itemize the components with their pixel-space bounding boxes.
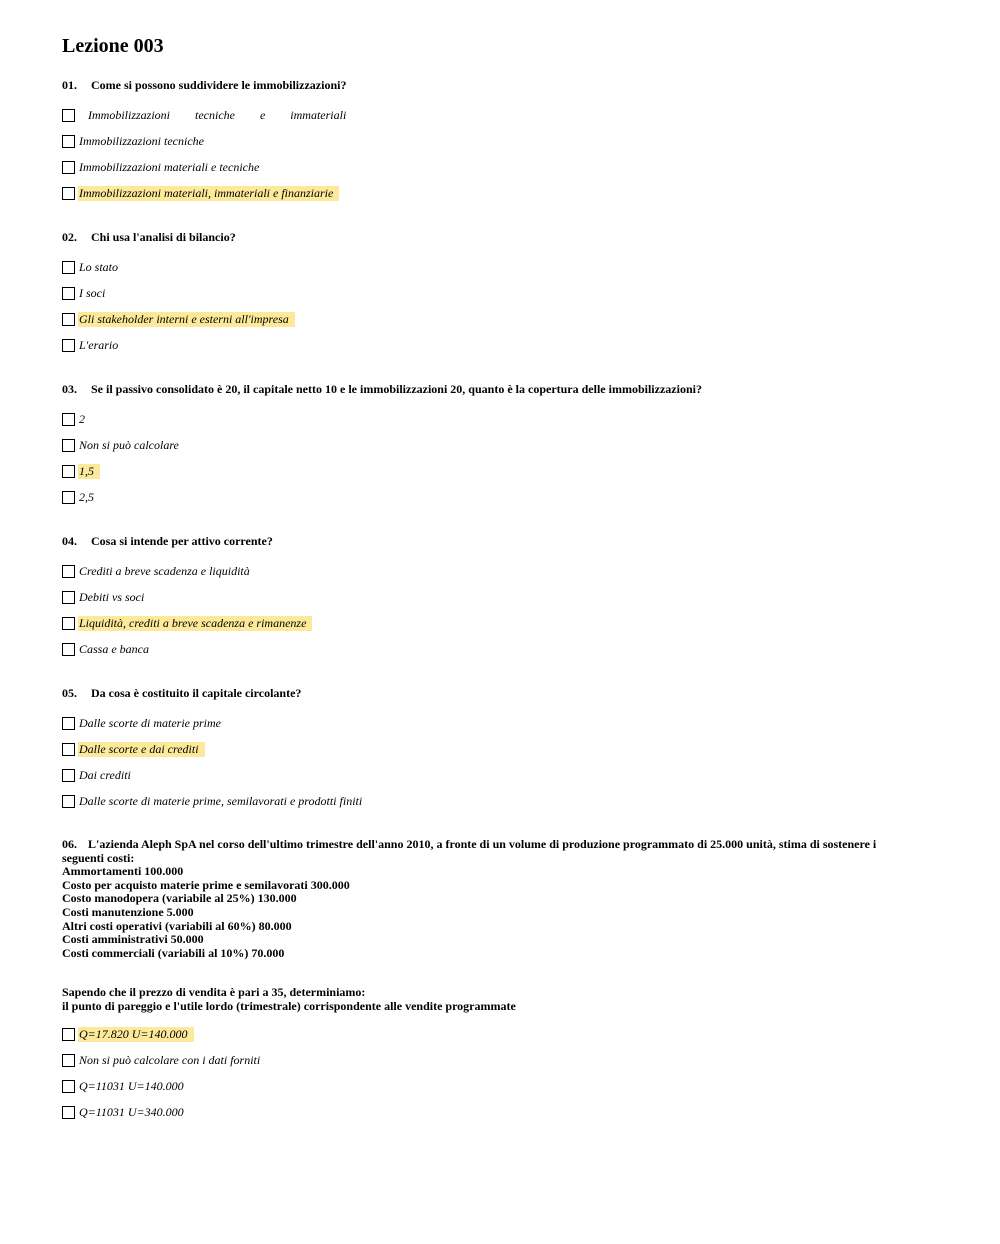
answer-checkbox[interactable] <box>62 717 75 730</box>
answer-option-correct[interactable] <box>62 458 942 484</box>
answer-label: Dalle scorte di materie prime <box>79 715 221 730</box>
answer-checkbox[interactable] <box>62 439 75 452</box>
answer-label-highlighted: Q=17.820 U=140.000 <box>78 1027 194 1042</box>
answer-option-correct[interactable] <box>62 610 942 636</box>
answer-checkbox[interactable] <box>62 1028 75 1041</box>
answer-option[interactable] <box>62 254 942 280</box>
cost-line: Altri costi operativi (variabili al 60%) 80.000 <box>62 918 292 933</box>
answer-label: Crediti a breve scadenza e liquidità <box>79 563 250 578</box>
answer-checkbox[interactable] <box>62 261 75 274</box>
question-06 <box>62 838 942 1126</box>
answer-checkbox[interactable] <box>62 109 75 122</box>
answer-label: Immobilizzazioni materiali e tecniche <box>79 159 260 174</box>
question-heading <box>62 382 942 396</box>
cost-line: Costo per acquisto materie prime e semilavorati 300.000 <box>62 877 350 892</box>
answer-label-highlighted: Dalle scorte e dai crediti <box>78 742 205 757</box>
answer-option[interactable] <box>62 102 942 128</box>
closing-line: il punto di pareggio e l'utile lordo (trimestrale) corrispondente alle vendite programmate <box>62 998 516 1013</box>
answer-option[interactable] <box>62 710 942 736</box>
spacer <box>62 1014 942 1022</box>
answer-checkbox[interactable] <box>62 413 75 426</box>
answer-option[interactable] <box>62 1074 942 1100</box>
answer-checkbox[interactable] <box>62 743 75 756</box>
answer-label: Debiti vs soci <box>79 589 145 604</box>
question-text: Cosa si intende per attivo corrente? <box>91 534 273 548</box>
question-heading <box>62 686 942 700</box>
question-04 <box>62 534 942 662</box>
answer-option-correct[interactable] <box>62 180 942 206</box>
answer-checkbox[interactable] <box>62 591 75 604</box>
answer-label-highlighted: Gli stakeholder interni e esterni all'impresa <box>78 312 295 327</box>
question-number: 05. <box>62 686 77 700</box>
answer-checkbox[interactable] <box>62 1054 75 1067</box>
answer-label: Lo stato <box>79 259 119 274</box>
answer-label: Immobilizzazioni tecniche e immateriali <box>88 107 347 122</box>
answer-label: L'erario <box>79 337 119 352</box>
answer-checkbox[interactable] <box>62 313 75 326</box>
answer-checkbox[interactable] <box>62 491 75 504</box>
question-number: 04. <box>62 534 77 548</box>
question-intro <box>62 838 942 852</box>
question-heading <box>62 230 942 244</box>
answer-label: Immobilizzazioni tecniche <box>79 133 204 148</box>
answer-option[interactable] <box>62 1100 942 1126</box>
answer-checkbox[interactable] <box>62 617 75 630</box>
answer-option[interactable] <box>62 636 942 662</box>
answer-label-highlighted: 1,5 <box>78 464 100 479</box>
cost-line: Costi manutenzione 5.000 <box>62 904 194 919</box>
answer-label: Dai crediti <box>79 767 131 782</box>
answer-option[interactable] <box>62 432 942 458</box>
answer-checkbox[interactable] <box>62 465 75 478</box>
cost-line: Costi commerciali (variabili al 10%) 70.000 <box>62 945 285 960</box>
answer-checkbox[interactable] <box>62 339 75 352</box>
answer-option-correct[interactable] <box>62 306 942 332</box>
answer-option[interactable] <box>62 558 942 584</box>
answer-checkbox[interactable] <box>62 795 75 808</box>
answer-checkbox[interactable] <box>62 187 75 200</box>
answer-option[interactable] <box>62 584 942 610</box>
answer-option[interactable] <box>62 788 942 814</box>
question-02 <box>62 230 942 358</box>
spacer <box>62 960 942 986</box>
closing-line: Sapendo che il prezzo di vendita è pari a 35, determiniamo: <box>62 985 366 1000</box>
question-number: 01. <box>62 78 77 92</box>
answer-label: Q=11031 U=340.000 <box>79 1105 184 1120</box>
question-01 <box>62 78 942 206</box>
answer-option[interactable] <box>62 154 942 180</box>
question-text: Come si possono suddividere le immobilizzazioni? <box>91 78 347 92</box>
answer-label: 2,5 <box>79 489 94 504</box>
answer-checkbox[interactable] <box>62 769 75 782</box>
answer-label: Non si può calcolare con i dati forniti <box>79 1053 261 1068</box>
answer-option-correct[interactable] <box>62 736 942 762</box>
question-text: Chi usa l'analisi di bilancio? <box>91 230 236 244</box>
answer-option[interactable] <box>62 332 942 358</box>
question-text: Da cosa è costituito il capitale circolante? <box>91 686 302 700</box>
cost-line: Costo manodopera (variabile al 25%) 130.000 <box>62 891 297 906</box>
answer-option-correct[interactable] <box>62 1022 942 1048</box>
answer-label: Non si può calcolare <box>79 437 179 452</box>
answer-option[interactable] <box>62 1048 942 1074</box>
question-intro-line: seguenti costi: <box>62 850 135 865</box>
answer-checkbox[interactable] <box>62 565 75 578</box>
answer-label: 2 <box>79 411 85 426</box>
document-page <box>62 34 942 1150</box>
page-title: Lezione 003 <box>62 35 164 57</box>
question-heading <box>62 78 942 92</box>
answer-checkbox[interactable] <box>62 643 75 656</box>
answer-label: Q=11031 U=140.000 <box>79 1079 184 1094</box>
answer-checkbox[interactable] <box>62 161 75 174</box>
question-03 <box>62 382 942 510</box>
question-number: 06. <box>62 837 77 851</box>
question-06-statement <box>62 838 942 1014</box>
answer-label: I soci <box>79 285 106 300</box>
answer-label: Dalle scorte di materie prime, semilavorati e prodotti finiti <box>79 793 363 808</box>
answer-checkbox[interactable] <box>62 1080 75 1093</box>
answer-label-highlighted: Immobilizzazioni materiali, immateriali e finanziarie <box>78 186 339 201</box>
question-text: Se il passivo consolidato è 20, il capitale netto 10 e le immobilizzazioni 20, quanto è la copertura delle immobilizzazioni? <box>91 382 702 396</box>
answer-label: Cassa e banca <box>79 641 149 656</box>
answer-option[interactable] <box>62 762 942 788</box>
answer-option[interactable] <box>62 128 942 154</box>
question-intro-line: L'azienda Aleph SpA nel corso dell'ultimo trimestre dell'anno 2010, a fronte di un volume di produzione programmato di 25.000 unità, stima di sostenere i <box>88 837 877 851</box>
question-05 <box>62 686 942 814</box>
answer-checkbox[interactable] <box>62 135 75 148</box>
question-heading <box>62 534 942 548</box>
answer-option[interactable] <box>62 406 942 432</box>
answer-label-highlighted: Liquidità, crediti a breve scadenza e rimanenze <box>78 616 312 631</box>
cost-line: Ammortamenti 100.000 <box>62 864 184 879</box>
answer-checkbox[interactable] <box>62 1106 75 1119</box>
answer-checkbox[interactable] <box>62 287 75 300</box>
question-number: 02. <box>62 230 77 244</box>
answer-option[interactable] <box>62 484 942 510</box>
cost-line: Costi amministrativi 50.000 <box>62 932 204 947</box>
answer-option[interactable] <box>62 280 942 306</box>
question-number: 03. <box>62 382 77 396</box>
